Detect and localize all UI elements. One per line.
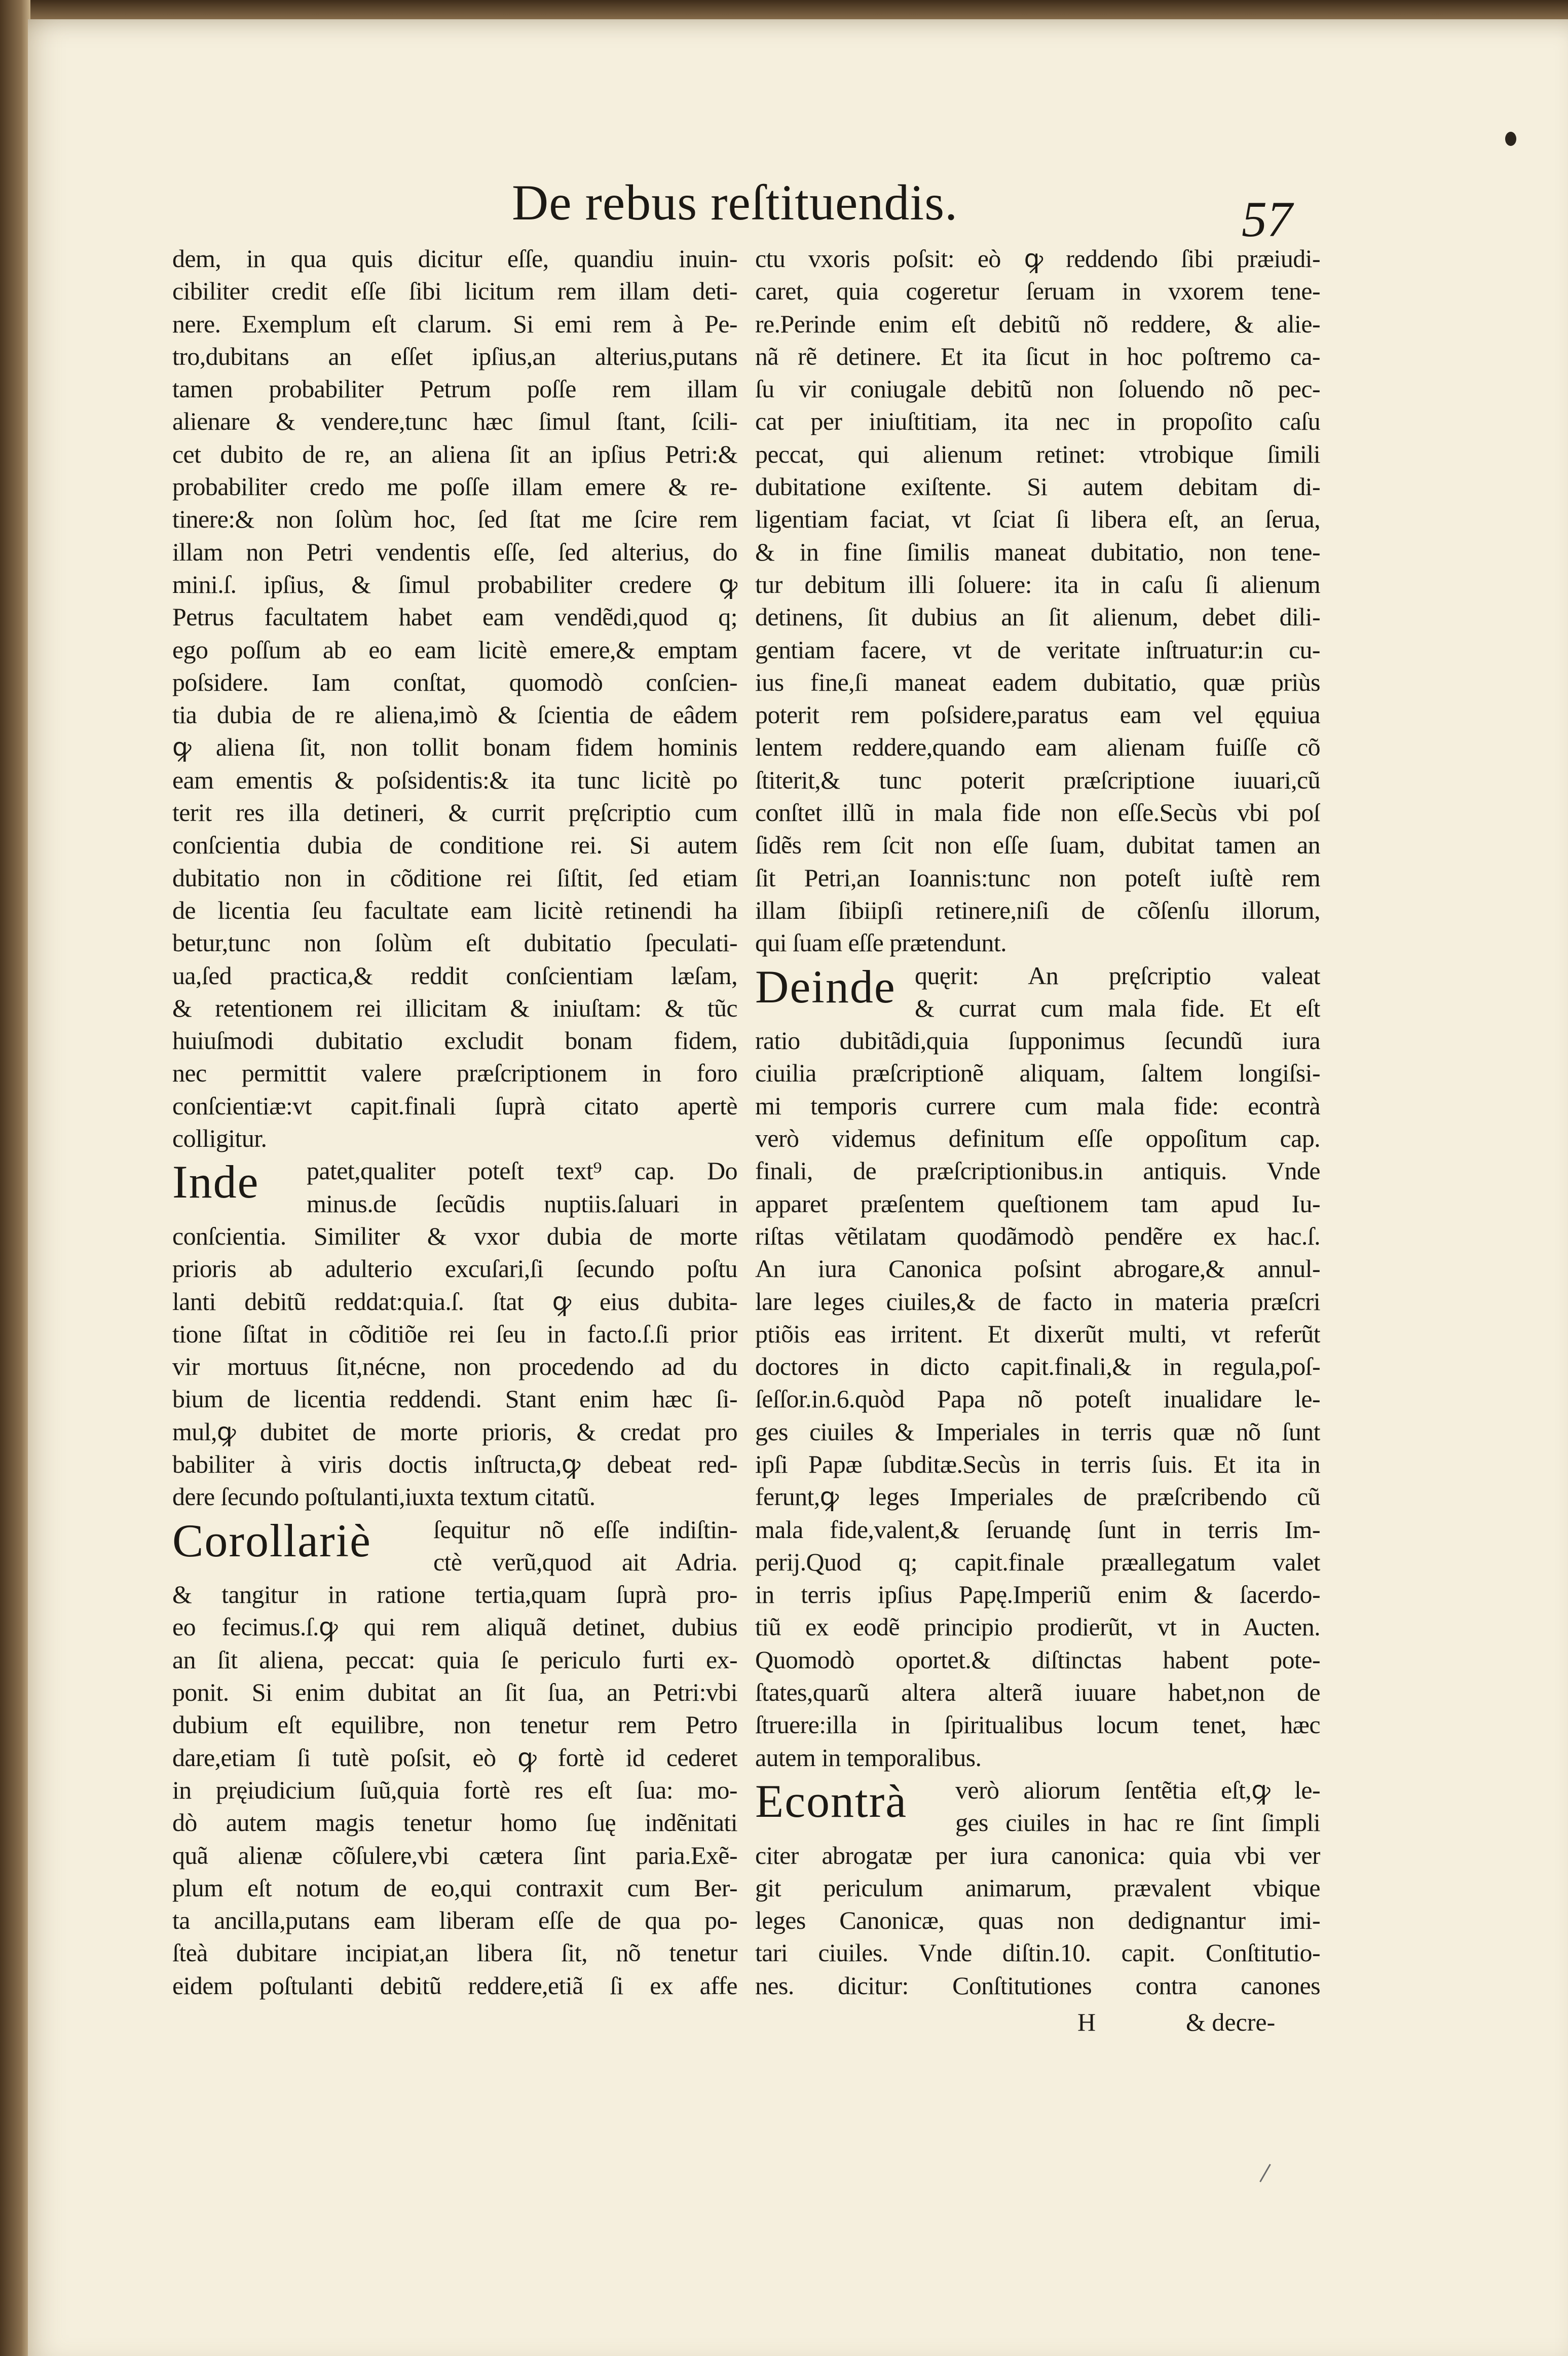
- text-line: ego poſſum ab eo eam licitè emere,& emptam: [172, 635, 737, 664]
- text-line: mi temporis currere cum mala fide: econtrà: [755, 1091, 1320, 1120]
- text-line: prioris ab adulterio excuſari,ſi ſecundo poſtu: [172, 1254, 737, 1283]
- text-line: cat per iniuſtitiam, ita nec in propoſito caſu: [755, 407, 1320, 436]
- text-line: tia dubia de re aliena,imò & ſcientia de eâdem: [172, 700, 737, 729]
- text-line: tari ciuiles. Vnde diſtin.10. capit. Conſtitutio-: [755, 1938, 1320, 1967]
- text-line: tamen probabiliter Petrum poſſe rem illam: [172, 375, 737, 403]
- text-line: colligitur.: [172, 1124, 267, 1153]
- text-line: mini.ſ. ipſius, & ſimul probabiliter credere ꝙ: [172, 570, 737, 599]
- left-block-2: [172, 1220, 737, 1513]
- left-block-1: [172, 242, 737, 1154]
- inde-paragraph-opening: [172, 1154, 737, 1220]
- text-line: git periculum animarum, prævalent vbique: [755, 1873, 1320, 1902]
- text-line: & tangitur in ratione tertia,quam ſuprà pro-: [172, 1580, 737, 1609]
- running-title: De rebus reſtituendis.: [512, 174, 958, 231]
- text-line: ſeſſor.in.6.quòd Papa nõ poteſt inualidare le-: [755, 1385, 1320, 1413]
- text-line: tione ſiſtat in cõditiõe rei ſeu in facto.ſ.ſi prior: [172, 1319, 737, 1348]
- text-line: lare leges ciuiles,& de facto in materia præſcri: [755, 1287, 1320, 1316]
- text-line: conſcientia. Similiter & vxor dubia de morte: [172, 1221, 737, 1250]
- deinde-paragraph-opening: [755, 959, 1320, 1025]
- text-line: dubium eſt equilibre, non tenetur rem Petro: [172, 1710, 737, 1739]
- text-line: an ſit aliena, peccat: quia ſe periculo furti ex-: [172, 1645, 737, 1674]
- text-line: ſtiterit,& tunc poterit præſcriptione iuuari,cũ: [755, 765, 1320, 794]
- text-line: dem, in qua quis dicitur eſſe, quandiu inuin-: [172, 244, 737, 273]
- text-line: illam non Petri vendentis eſſe, ſed alterius, do: [172, 537, 737, 566]
- text-line: nere. Exemplum eſt clarum. Si emi rem à Pe-: [172, 309, 737, 338]
- text-line: leges Canonicæ, quas non dedignantur imi-: [755, 1906, 1320, 1935]
- text-line: huiuſmodi dubitatio excludit bonam fidem,: [172, 1026, 737, 1055]
- text-line: ua,ſed practica,& reddit conſcientiam læſam,: [172, 961, 737, 990]
- text-line: qui ſuam eſſe prætendunt.: [755, 928, 1007, 957]
- text-line: probabiliter credo me poſſe illam emere & re-: [172, 472, 737, 501]
- text-line: cet dubito de re, an aliena ſit an ipſius Petri:&: [172, 439, 737, 468]
- text-line: tro,dubitans an eſſet ipſius,an alterius,putans: [172, 342, 737, 370]
- text-line: perij.Quod q; capit.finale præallegatum valet: [755, 1547, 1320, 1576]
- econtra-paragraph-opening: [755, 1774, 1320, 1839]
- text-line: Quomodò oportet.& diſtinctas habent pote-: [755, 1645, 1320, 1674]
- text-line: Petrus facultatem habet eam vendẽdi,quod q;: [172, 603, 737, 631]
- text-line: eo fecimus.ſ.ꝙ qui rem aliquã detinet, dubius: [172, 1613, 737, 1641]
- text-line: ciuilia præſcriptionẽ aliquam, ſaltem longiſsi-: [755, 1059, 1320, 1088]
- text-line: ponit. Si enim dubitat an ſit ſua, an Petri:vbi: [172, 1678, 737, 1707]
- text-line: dare,etiam ſi tutè poſsit, eò ꝙ fortè id cederet: [172, 1743, 737, 1772]
- text-line: ſidẽs rem ſcit non eſſe ſuam, dubitat tamen an: [755, 831, 1320, 859]
- text-line: tinere:& non ſolùm hoc, ſed ſtat me ſcire rem: [172, 505, 737, 534]
- text-line: conſcientia dubia de conditione rei. Si autem: [172, 831, 737, 859]
- text-line: ſteà dubitare incipiat,an libera ſit, nõ tenetur: [172, 1938, 737, 1967]
- text-line: & in fine ſimilis maneat dubitatio, non tene-: [755, 537, 1320, 566]
- inde-line-1: patet,qualiter poteſt text⁹ cap. Do: [307, 1156, 737, 1185]
- text-line: mul,ꝙ dubitet de morte prioris, & credat pro: [172, 1417, 737, 1446]
- text-line: ſtruere:illa in ſpiritualibus locum tenet, hæc: [755, 1710, 1320, 1739]
- text-line: detinens, ſit dubius an ſit alienum, debet dili-: [755, 603, 1320, 631]
- text-line: ligentiam faciat, vt ſciat ſi libera eſt, an ſerua,: [755, 505, 1320, 534]
- text-line: quã alienæ cõſulere,vbi cætera ſint paria.Exẽ-: [172, 1841, 737, 1869]
- inde-line-2: minus.de ſecũdis nuptiis.ſaluari in: [307, 1189, 737, 1218]
- pen-mark: [1259, 2164, 1271, 2182]
- text-line: riſtas vẽtilatam quodãmodò pendẽre ex hac.ſ.: [755, 1221, 1320, 1250]
- text-line: ptiõis eas irritent. Et dixerũt multi, vt referũt: [755, 1319, 1320, 1348]
- text-line: ferunt,ꝙ leges Imperiales de præſcribendo cũ: [755, 1482, 1320, 1511]
- text-line: poterit rem poſsidere,paratus eam vel ęquiua: [755, 700, 1320, 729]
- text-line: tiũ ex eodẽ principio prodierũt, vt in Aucten.: [755, 1613, 1320, 1641]
- text-line: peccat, qui alienum retinet: vtrobique ſimili: [755, 439, 1320, 468]
- text-line: de licentia ſeu facultate eam licitè retinendi ha: [172, 895, 737, 924]
- text-line: babiliter à viris doctis inſtructa,ꝙ debeat red-: [172, 1449, 737, 1478]
- text-line: poſsidere. Iam conſtat, quomodò conſcien-: [172, 667, 737, 696]
- text-line: ipſi Papæ ſubditæ.Secùs in terris ſuis. Et ita in: [755, 1449, 1320, 1478]
- text-line: nec permittit valere præſcriptionem in foro: [172, 1059, 737, 1088]
- text-line: ctu vxoris poſsit: eò ꝙ reddendo ſibi præiudi-: [755, 244, 1320, 273]
- text-line: eam ementis & poſsidentis:& ita tunc licitè po: [172, 765, 737, 794]
- econtra-line-2: ges ciuiles in hac re ſint ſimpli: [955, 1808, 1320, 1837]
- text-line: betur,tunc non ſolùm eſt dubitatio ſpeculati-: [172, 928, 737, 957]
- text-line: plum eſt notum de eo,qui contraxit cum Ber-: [172, 1873, 737, 1902]
- right-column: [755, 242, 1320, 2002]
- text-line: tur debitum illi ſoluere: ita in caſu ſi alienum: [755, 570, 1320, 599]
- econtra-line-1: verò aliorum ſentẽtia eſt,ꝙ le-: [955, 1775, 1320, 1804]
- text-line: conſtet illũ in mala fide non eſſe.Secùs vbi poſ: [755, 798, 1320, 827]
- text-line: & retentionem rei illicitam & iniuſtam: & tũc: [172, 993, 737, 1022]
- text-line: finali, de præſcriptionibus.in antiquis. Vnde: [755, 1156, 1320, 1185]
- text-line: illam ſibiipſi retinere,niſi de cõſenſu illorum,: [755, 895, 1320, 924]
- text-line: in terris ipſius Papę.Imperiũ enim & ſacerdo-: [755, 1580, 1320, 1609]
- right-block-3: [755, 1839, 1320, 2002]
- deinde-initial-word: Deinde: [755, 960, 896, 1013]
- ink-spot: [1505, 132, 1516, 146]
- text-line: lanti debitũ reddat:quia.ſ. ſtat ꝙ eius dubita-: [172, 1287, 737, 1316]
- right-block-2: [755, 1024, 1320, 1774]
- catchword: & decre-: [1186, 2008, 1276, 2036]
- text-line: terit res illa detineri, & currit pręſcriptio cum: [172, 798, 737, 827]
- text-line: dò autem magis tenetur homo ſuę indẽnitati: [172, 1808, 737, 1837]
- right-block-1: [755, 242, 1320, 959]
- text-line: ges ciuiles & Imperiales in terris quæ nõ ſunt: [755, 1417, 1320, 1446]
- text-line: doctores in dicto capit.finali,& in regula,poſ-: [755, 1352, 1320, 1381]
- deinde-line-2: & currat cum mala fide. Et eſt: [915, 993, 1320, 1022]
- text-line: ius fine,ſi maneat eadem dubitatio, quæ priùs: [755, 667, 1320, 696]
- text-line: An iura Canonica poſsint abrogare,& annul-: [755, 1254, 1320, 1283]
- text-line: conſcientiæ:vt capit.finali ſuprà citato apertè: [172, 1091, 737, 1120]
- text-line: mala fide,valent,& ſeruandę ſunt in terris Im-: [755, 1515, 1320, 1544]
- text-line: verò videmus definitum eſſe oppoſitum cap.: [755, 1124, 1320, 1153]
- corollarie-line-2: ctè verũ,quod ait Adria.: [433, 1547, 737, 1576]
- text-line: ſit Petri,an Ioannis:tunc non poteſt iuſtè rem: [755, 863, 1320, 892]
- text-line: vir mortuus ſit,nécne, non procedendo ad du: [172, 1352, 737, 1381]
- inde-initial-word: Inde: [172, 1156, 259, 1208]
- text-line: dubitatione exiſtente. Si autem debitam di-: [755, 472, 1320, 501]
- text-line: nes. dicitur: Conſtitutiones contra canones: [755, 1971, 1320, 2000]
- text-line: ratio dubitãdi,quia ſupponimus ſecundũ iura: [755, 1026, 1320, 1055]
- book-gutter-edge: [0, 0, 30, 2356]
- text-line: dubitatio non in cõditione rei ſiſtit, ſed etiam: [172, 863, 737, 892]
- text-line: gentiam facere, vt de veritate inſtruatur:in cu-: [755, 635, 1320, 664]
- text-line: dere ſecundo poſtulanti,iuxta textum citatũ.: [172, 1482, 595, 1511]
- econtra-initial-word: Econtrà: [755, 1775, 908, 1827]
- text-line: bium de licentia reddendi. Stant enim hæc ſi-: [172, 1385, 737, 1413]
- text-line: ꝙ aliena ſit, non tollit bonam fidem hominis: [172, 733, 737, 762]
- corollarie-paragraph-opening: [172, 1513, 737, 1579]
- text-line: ſtates,quarũ altera alterã iuuare habet,non de: [755, 1678, 1320, 1707]
- left-column: [172, 242, 737, 2002]
- text-line: eidem poſtulanti debitũ reddere,etiã ſi ex affe: [172, 1971, 737, 2000]
- signature-mark: H: [1077, 2008, 1096, 2036]
- text-line: caret, quia cogeretur ſeruam in vxorem tene-: [755, 277, 1320, 306]
- text-line: nã rẽ detinere. Et ita ſicut in hoc poſtremo ca-: [755, 342, 1320, 370]
- text-line: citer abrogatæ per iura canonica: quia vbi ver: [755, 1841, 1320, 1869]
- text-line: apparet præſentem queſtionem tam apud Iu-: [755, 1189, 1320, 1218]
- deinde-line-1: quęrit: An pręſcriptio valeat: [915, 961, 1320, 990]
- text-line: ſu vir coniugale debitũ non ſoluendo nõ pec-: [755, 375, 1320, 403]
- left-block-3: [172, 1578, 737, 2002]
- text-line: in pręiudicium ſuũ,quia fortè res eſt ſua: mo-: [172, 1775, 737, 1804]
- text-line: lentem reddere,quando eam alienam fuiſſe cõ: [755, 733, 1320, 762]
- text-line: cibiliter credit eſſe ſibi licitum rem illam deti-: [172, 277, 737, 306]
- text-line: re.Perinde enim eſt debitũ nõ reddere, & alie-: [755, 309, 1320, 338]
- text-line: autem in temporalibus.: [755, 1743, 982, 1772]
- text-line: alienare & vendere,tunc hæc ſimul ſtant, ſcili-: [172, 407, 737, 436]
- corollarie-initial-word: Corollariè: [172, 1514, 371, 1566]
- page-number: 57: [1242, 191, 1292, 247]
- text-line: ta ancilla,putans eam liberam eſſe de qua po-: [172, 1906, 737, 1935]
- corollarie-line-1: ſequitur nõ eſſe indiſtin-: [433, 1515, 737, 1544]
